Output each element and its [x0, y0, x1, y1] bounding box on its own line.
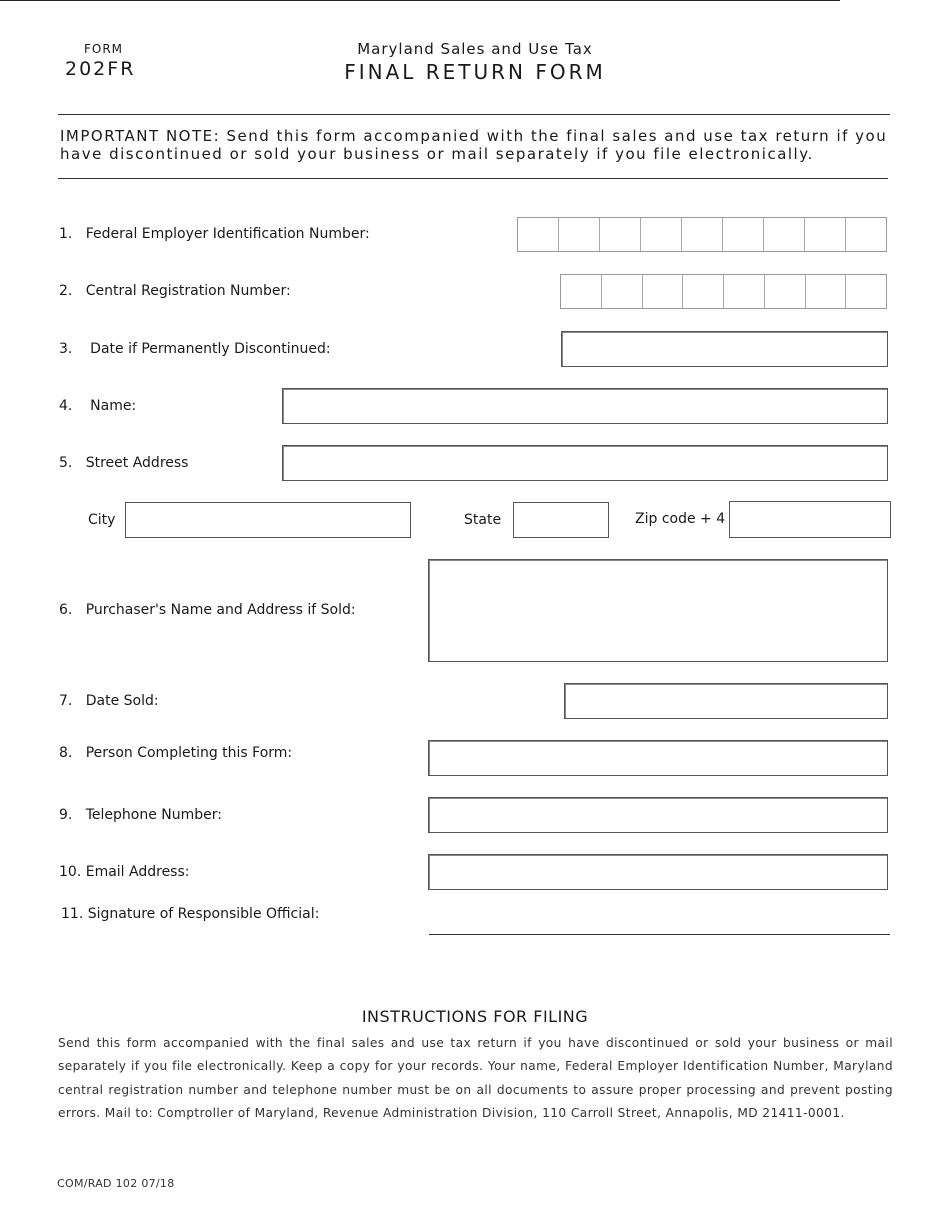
fein-number: 1. — [59, 226, 73, 242]
name-label — [59, 398, 136, 414]
purchaser-label-text: Purchaser's Name and Address if Sold: — [85, 602, 356, 618]
form-footer-code: COM/RAD 102 07/18 — [57, 1177, 175, 1190]
crn-digit-cell[interactable] — [643, 275, 684, 308]
divider-top — [58, 114, 890, 115]
crn-digit-cell[interactable] — [806, 275, 847, 308]
email-label — [59, 864, 189, 880]
phone-input[interactable] — [428, 797, 888, 833]
city-label: City — [88, 512, 116, 528]
fein-label-text: Federal Employer Identification Number: — [85, 226, 370, 242]
instructions-body: Send this form accompanied with the final sales and use tax return if you have discontinued or sold your business or mail separately if you file electronically. Keep a copy for your records. Your name, Federal Employer Identification Number, Maryland central registration number and telephone number must be on all documents to assure proper processing and prevent posting errors. Mail to: Comptroller of Maryland, Revenue Administration Division, 110 Carroll Street, Annapolis, MD 21411-0001. — [58, 1036, 893, 1120]
date-discontinued-label — [59, 341, 331, 357]
date-sold-label-text: Date Sold: — [85, 693, 159, 709]
fein-digit-cell[interactable] — [559, 218, 600, 251]
form-title: FINAL RETURN FORM — [344, 60, 606, 84]
phone-label — [59, 807, 222, 823]
crn-digit-cell[interactable] — [602, 275, 643, 308]
person-label — [59, 745, 292, 761]
fein-digit-cell[interactable] — [682, 218, 723, 251]
important-note: IMPORTANT NOTE: Send this form accompanied with the final sales and use tax return if you have discontinued or sold your business or mail separately if you file electronically. — [60, 127, 888, 163]
form-label: FORM — [84, 42, 124, 56]
crn-digit-cell[interactable] — [683, 275, 724, 308]
zip-label: Zip code + 4 — [635, 511, 726, 527]
person-number: 8. — [59, 745, 73, 761]
divider-note — [58, 178, 888, 179]
purchaser-label — [59, 602, 356, 618]
state-label: State — [464, 512, 502, 528]
email-number: 10. — [59, 864, 82, 880]
date-sold-input[interactable] — [564, 683, 888, 719]
fein-digit-cell[interactable] — [600, 218, 641, 251]
signature-label — [61, 906, 319, 922]
instructions-title: INSTRUCTIONS FOR FILING — [361, 1007, 589, 1026]
purchaser-input[interactable] — [428, 559, 888, 662]
crn-digit-cell[interactable] — [561, 275, 602, 308]
date-discontinued-label-text: Date if Permanently Discontinued: — [90, 341, 331, 357]
signature-line[interactable] — [429, 934, 890, 935]
street-input[interactable] — [282, 445, 888, 481]
street-label — [59, 455, 188, 471]
fein-digit-cell[interactable] — [518, 218, 559, 251]
form-subtitle: Maryland Sales and Use Tax — [357, 40, 593, 58]
crn-input[interactable] — [560, 274, 887, 309]
person-label-text: Person Completing this Form: — [85, 745, 293, 761]
name-number: 4. — [59, 398, 73, 414]
crn-digit-cell[interactable] — [846, 275, 886, 308]
date-sold-label — [59, 693, 159, 709]
fein-digit-cell[interactable] — [846, 218, 886, 251]
fein-label — [59, 226, 370, 242]
fein-digit-cell[interactable] — [723, 218, 764, 251]
email-label-text: Email Address: — [85, 864, 190, 880]
zip-input[interactable] — [729, 501, 891, 538]
name-label-text: Name: — [90, 398, 137, 414]
fein-digit-cell[interactable] — [641, 218, 682, 251]
signature-number: 11. — [61, 906, 84, 922]
email-input[interactable] — [428, 854, 888, 890]
city-input[interactable] — [125, 502, 411, 538]
purchaser-number: 6. — [59, 602, 73, 618]
top-rule — [0, 0, 840, 1]
fein-digit-cell[interactable] — [764, 218, 805, 251]
street-number: 5. — [59, 455, 73, 471]
form-number: 202FR — [65, 58, 136, 80]
crn-digit-cell[interactable] — [765, 275, 806, 308]
date-sold-number: 7. — [59, 693, 73, 709]
date-discontinued-number: 3. — [59, 341, 73, 357]
crn-label — [59, 283, 291, 299]
phone-number: 9. — [59, 807, 73, 823]
fein-digit-cell[interactable] — [805, 218, 846, 251]
person-input[interactable] — [428, 740, 888, 776]
name-input[interactable] — [282, 388, 888, 424]
phone-label-text: Telephone Number: — [85, 807, 222, 823]
fein-input[interactable] — [517, 217, 887, 252]
crn-label-text: Central Registration Number: — [85, 283, 291, 299]
street-label-text: Street Address — [85, 455, 189, 471]
crn-number: 2. — [59, 283, 73, 299]
signature-label-text: Signature of Responsible Official: — [87, 906, 320, 922]
date-discontinued-input[interactable] — [561, 331, 888, 367]
state-input[interactable] — [513, 502, 609, 538]
crn-digit-cell[interactable] — [724, 275, 765, 308]
